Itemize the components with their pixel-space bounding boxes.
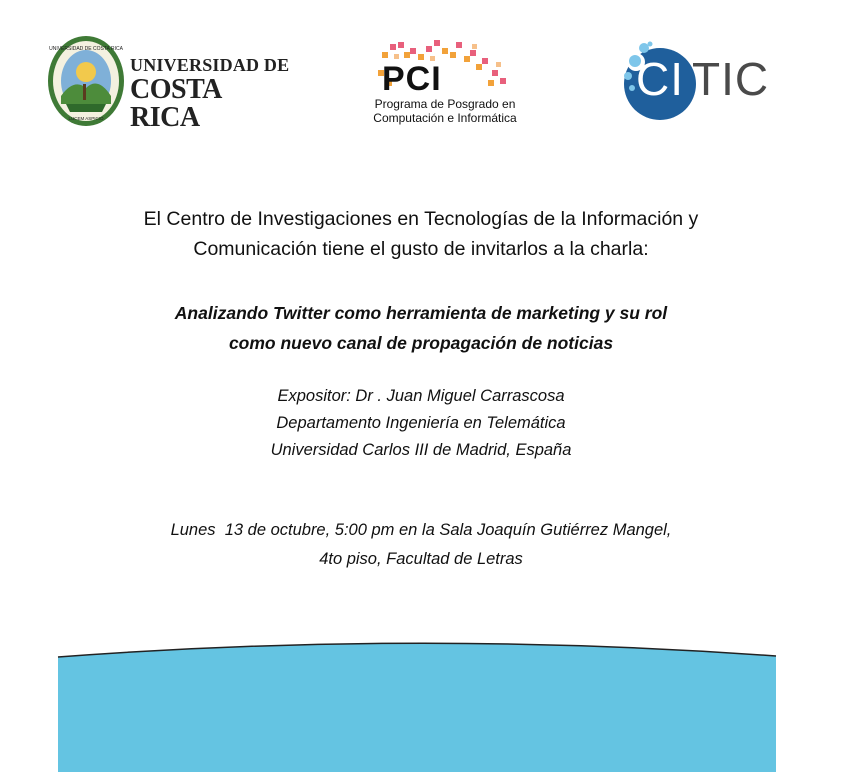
intro-paragraph	[0, 204, 842, 264]
intro-line1: El Centro de Investigaciones en Tecnologías de la Información y	[143, 208, 699, 230]
pci-mark: PCI	[382, 60, 442, 98]
pci-subtitle-line2: Computación e Informática	[373, 111, 517, 125]
ucr-wordmark	[130, 56, 290, 132]
talk-title	[0, 298, 842, 358]
ucr-line2: COSTA RICA	[130, 74, 221, 133]
speaker-name: Expositor: Dr . Juan Miguel Carrascosa	[277, 387, 565, 405]
speaker-department: Departamento Ingeniería en Telemática	[276, 414, 566, 432]
speaker-university: Universidad Carlos III de Madrid, España	[270, 441, 572, 459]
event-details	[0, 516, 842, 574]
speaker-block	[0, 383, 842, 464]
intro-line2: Comunicación tiene el gusto de invitarlos a la charla:	[193, 238, 649, 260]
citic-ci-text: CI	[636, 53, 684, 105]
citic-tic-text: TIC	[692, 53, 770, 105]
seal-bottom-text: LUCEM ASPICIO	[68, 116, 104, 121]
pci-logo	[360, 40, 530, 130]
seal-top-text: UNIVERSIDAD DE COSTA RICA	[49, 46, 123, 52]
talk-title-line1: Analizando Twitter como herramienta de marketing y su rol	[174, 303, 668, 323]
event-location: 4to piso, Facultad de Letras	[319, 550, 523, 568]
ucr-seal-icon	[46, 34, 126, 128]
ucr-line1: UNIVERSIDAD DE	[130, 55, 290, 75]
decorative-wave	[0, 640, 842, 772]
pci-subtitle-line1: Programa de Posgrado en	[374, 97, 516, 111]
talk-title-line2: como nuevo canal de propagación de noticias	[228, 333, 614, 353]
ucr-logo	[46, 34, 290, 133]
event-date-time: Lunes 13 de octubre, 5:00 pm en la Sala Joaquín Gutiérrez Mangel,	[170, 521, 672, 539]
citic-logo	[622, 40, 772, 122]
